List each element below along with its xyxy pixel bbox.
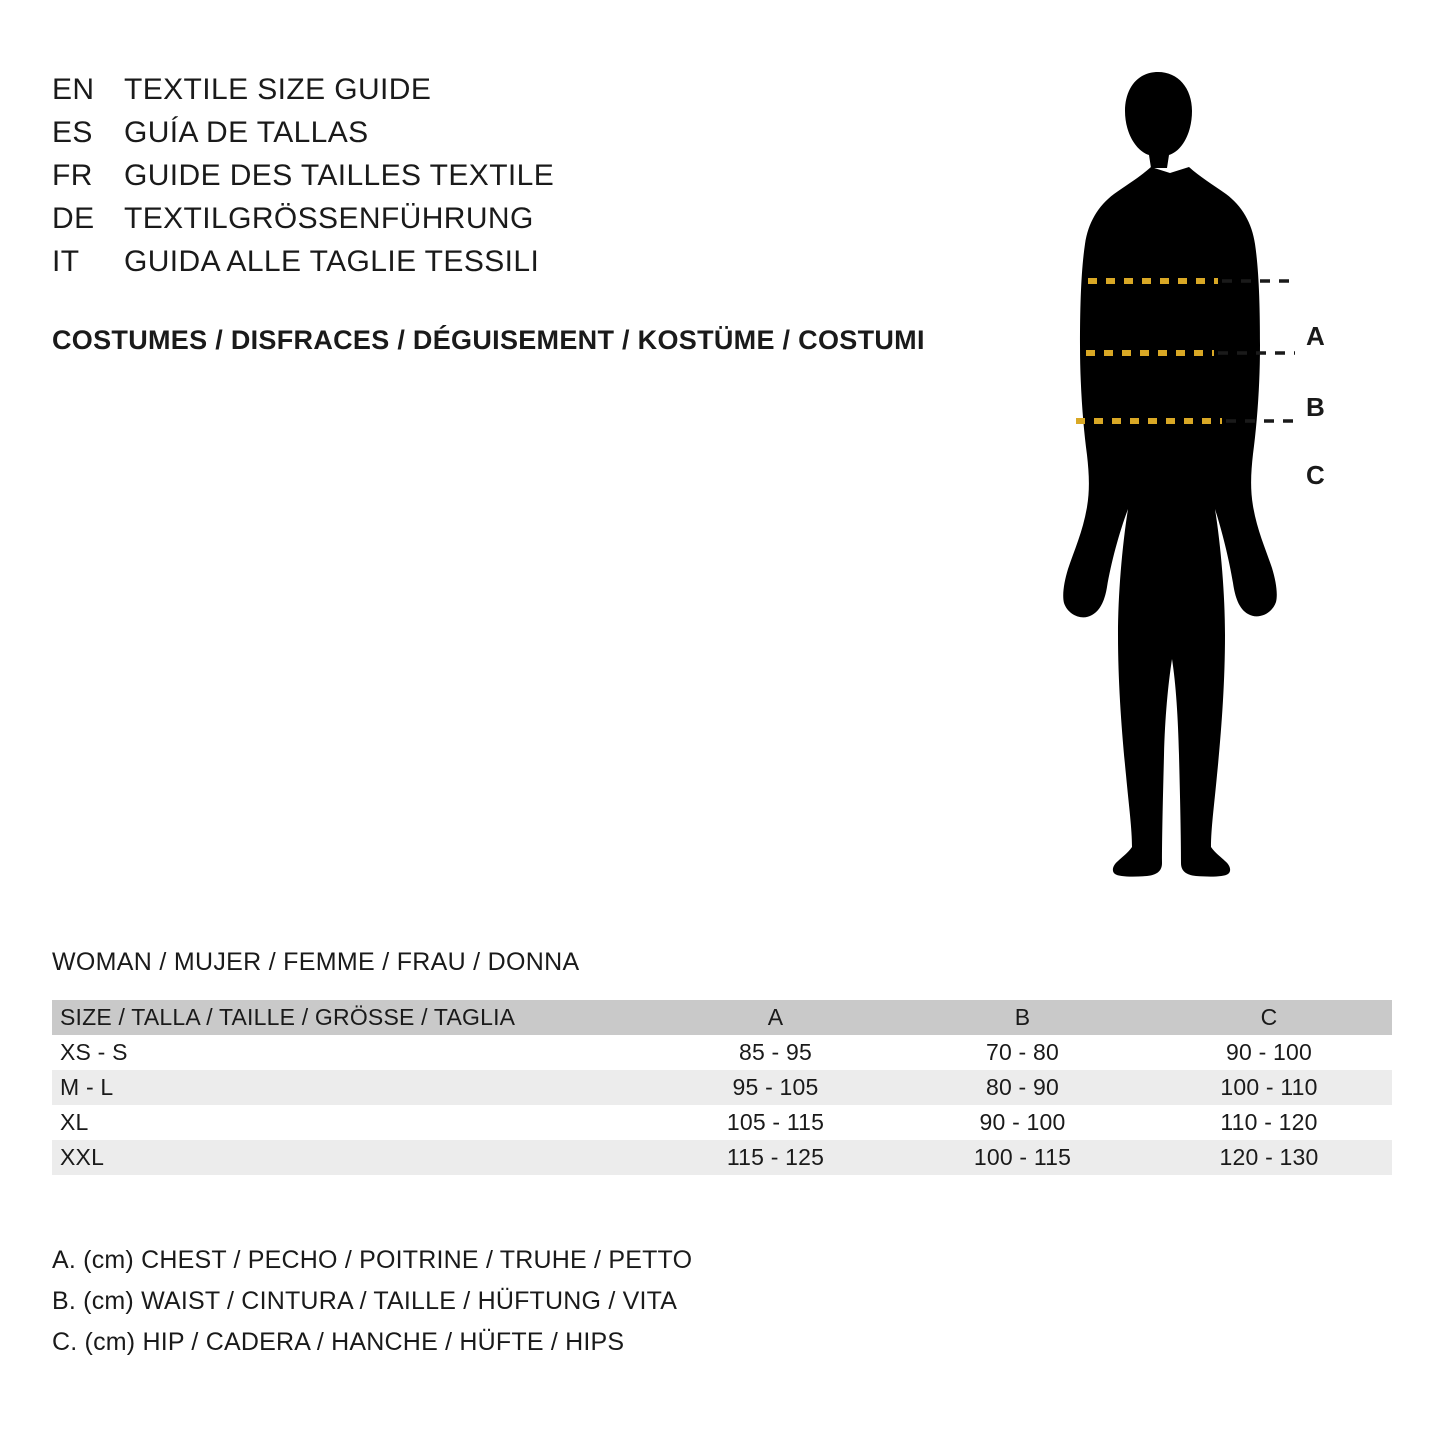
language-row-it [52,240,1012,283]
cell-size: M - L [60,1074,114,1100]
female-silhouette-diagram [1010,55,1380,885]
cell-c: 90 - 100 [1226,1039,1312,1065]
language-code-en: EN [52,73,95,106]
cell-a: 105 - 115 [726,1109,825,1135]
cell-a: 85 - 95 [738,1039,812,1065]
cell-b: 70 - 80 [985,1039,1059,1065]
cell-c: 110 - 120 [1220,1109,1318,1135]
language-list [52,68,1012,283]
cell-b: 100 - 115 [973,1144,1072,1170]
table-row [52,1140,1392,1175]
legend-line-b: B. (cm) WAIST / CINTURA / TAILLE / HÜFTUNG / VITA [52,1287,678,1315]
size-table-head [52,1000,1392,1035]
table-row [52,1035,1392,1070]
measure-label-a: A [1306,321,1326,351]
language-row-es [52,111,1012,154]
cell-c: 120 - 130 [1219,1144,1319,1170]
cell-c: 100 - 110 [1220,1074,1318,1100]
language-text-es: GUÍA DE TALLAS [124,116,369,149]
language-row-de [52,197,1012,240]
language-text-de: TEXTILGRÖSSENFÜHRUNG [124,202,534,235]
column-header-c: C [1260,1004,1278,1030]
legend-line-a: A. (cm) CHEST / PECHO / POITRINE / TRUHE / PETTO [52,1246,693,1274]
language-row-fr [52,154,1012,197]
language-text-fr: GUIDE DES TAILLES TEXTILE [124,159,555,192]
size-table [52,1000,1392,1175]
language-row-en [52,68,1012,111]
language-text-it: GUIDA ALLE TAGLIE TESSILI [124,245,540,278]
table-header-row [52,1000,1392,1035]
cell-size: XS - S [60,1039,128,1065]
cell-a: 115 - 125 [726,1144,825,1170]
language-code-es: ES [52,116,93,149]
language-code-it: IT [52,245,80,278]
cell-b: 80 - 90 [985,1074,1059,1100]
size-table-body [52,1035,1392,1175]
language-text-en: TEXTILE SIZE GUIDE [124,73,432,106]
table-title: WOMAN / MUJER / FEMME / FRAU / DONNA [52,948,580,976]
cell-size: XXL [60,1144,105,1170]
column-header-a: A [767,1004,784,1030]
category-heading: COSTUMES / DISFRACES / DÉGUISEMENT / KOSTÜME / COSTUMI [52,325,925,355]
column-header-b: B [1014,1004,1031,1030]
language-code-de: DE [52,202,95,235]
measure-label-c: C [1306,460,1326,490]
cell-b: 90 - 100 [979,1109,1066,1135]
table-row [52,1070,1392,1105]
column-header-size: SIZE / TALLA / TAILLE / GRÖSSE / TAGLIA [60,1004,516,1030]
table-row [52,1105,1392,1140]
legend-line-c: C. (cm) HIP / CADERA / HANCHE / HÜFTE / HIPS [52,1328,625,1356]
measurement-legend [52,1240,692,1363]
measure-label-b: B [1306,392,1326,422]
language-code-fr: FR [52,159,93,192]
cell-size: XL [60,1109,89,1135]
cell-a: 95 - 105 [732,1074,819,1100]
